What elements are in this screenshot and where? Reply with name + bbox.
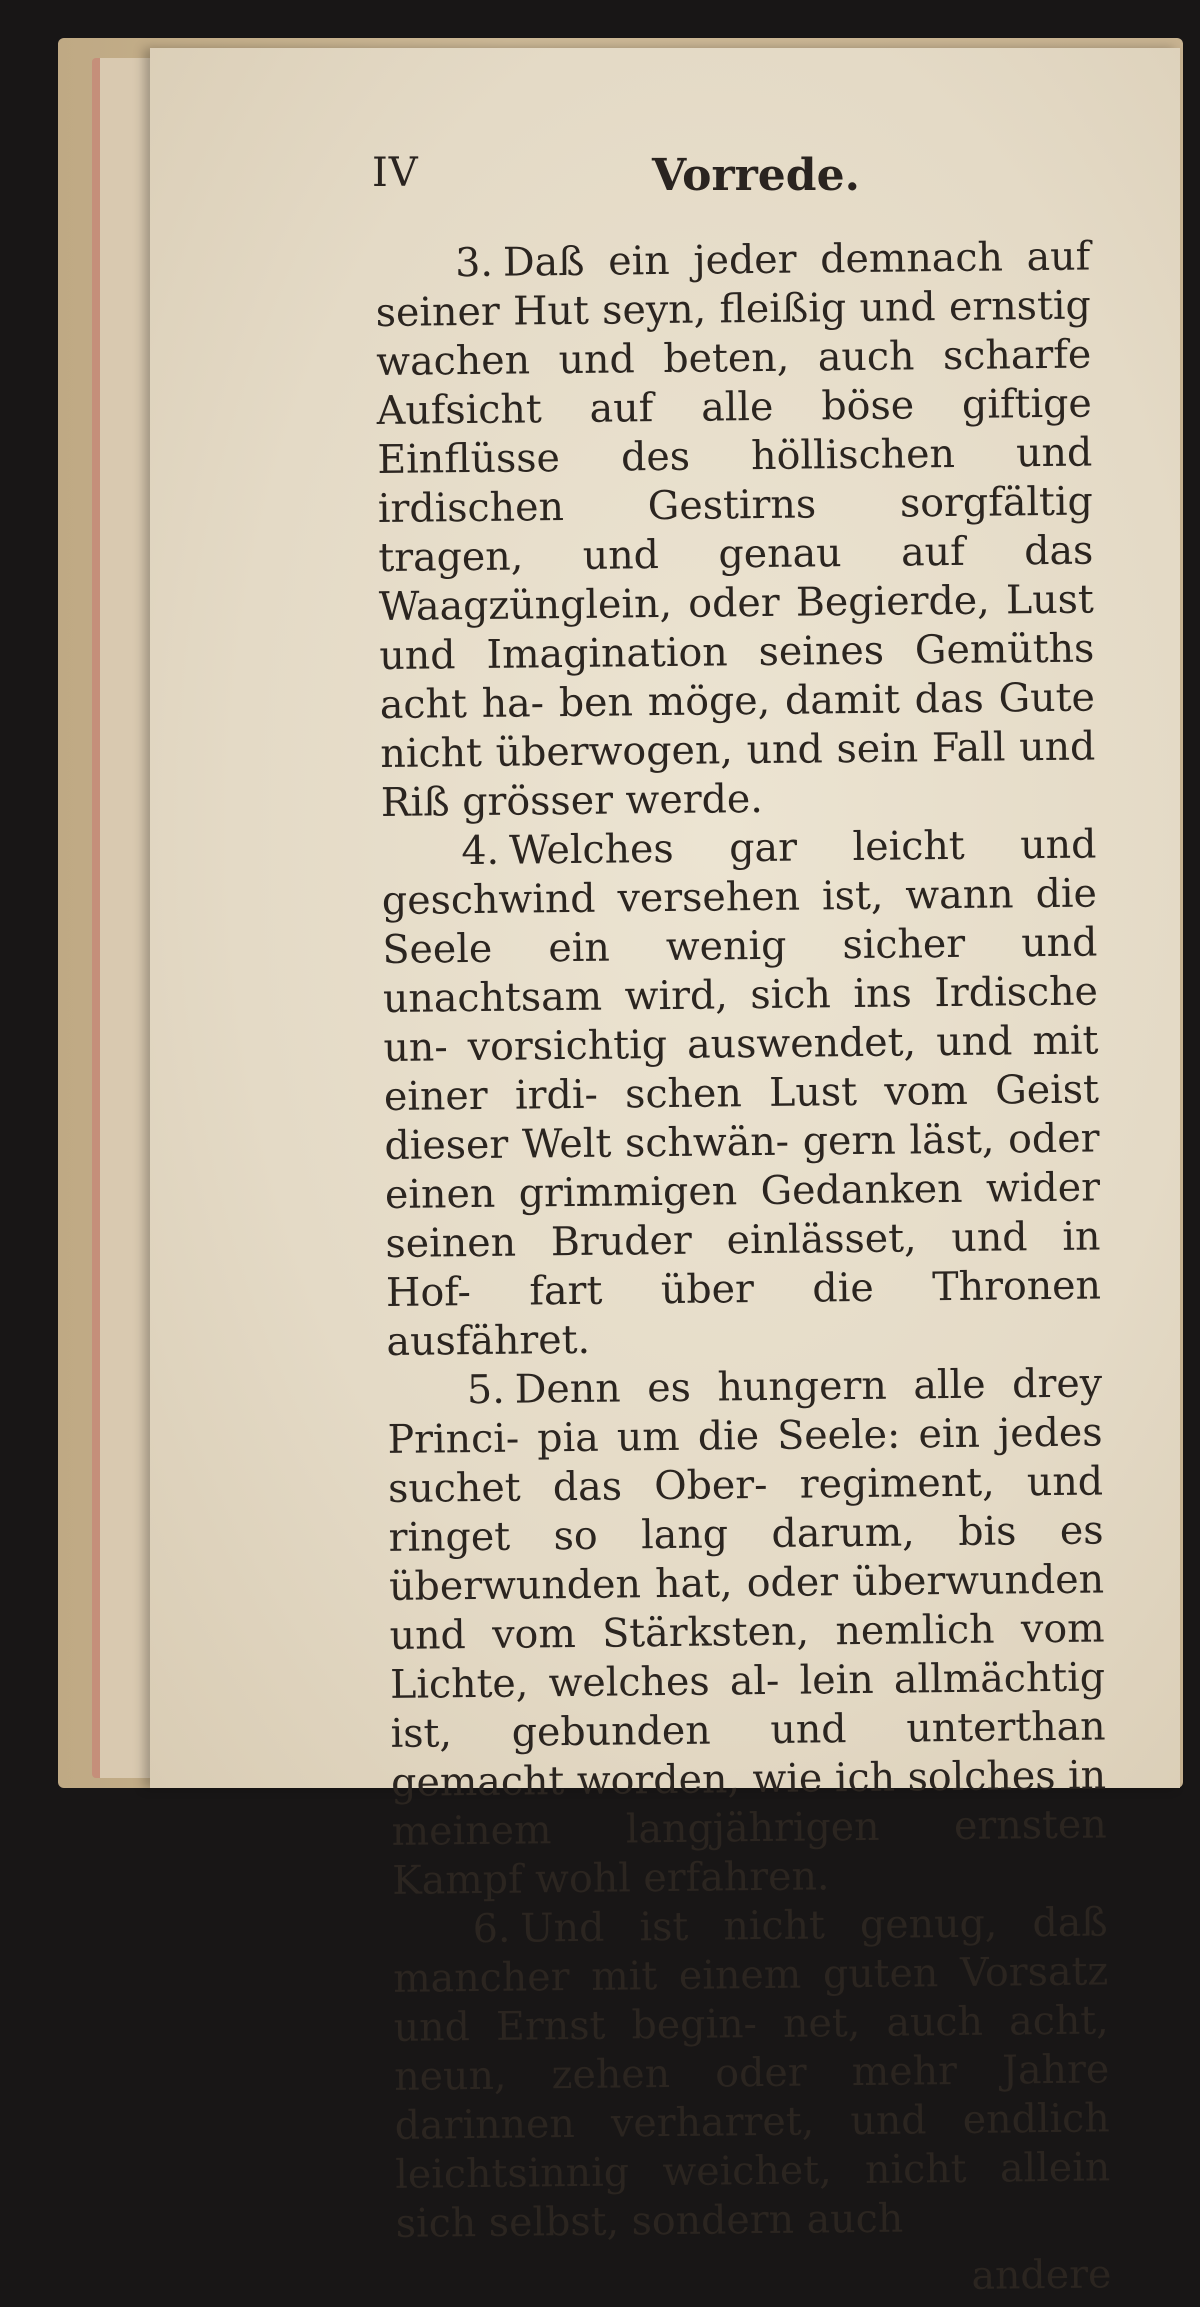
paragraph-number: 4.	[461, 827, 500, 875]
paragraph-6	[392, 1898, 1111, 2248]
paragraph-number: 5.	[466, 1366, 505, 1414]
catchword: andere	[971, 2251, 1112, 2299]
page-number: IV	[372, 150, 419, 196]
body-text	[375, 233, 1112, 2299]
paragraph-3	[375, 233, 1096, 828]
paragraph-text: Daß ein jeder demnach auf seiner Hut seyn, fleißig und ernstig wachen und beten, auch scharfe Aufsicht auf alle böse giftige Einflüsse des höllischen und irdischen Gestirns sorgfältig tragen, und genau auf das Waagzünglein, oder Begierde, Lust und Imagination seines Gemüths acht ha- ben möge, damit das Gute nicht überwogen, und sein Fall und Riß grösser werde.	[375, 233, 1096, 826]
paragraph-text: Denn es hungern alle drey Princi- pia um die Seele: ein jedes suchet das Ober- regiment, und ringet so lang darum, bis es überwunden hat, oder überwunden und vom Stärksten, nemlich vom Lichte, welches al- lein allmächtig ist, gebunden und unterthan gemacht worden, wie ich solches in meinem langjährigen ernsten Kampf wohl erfahren.	[387, 1360, 1107, 1904]
paragraph-number: 3.	[455, 239, 494, 287]
paragraph-text: Und ist nicht genug, daß mancher mit einem guten Vorsatz und Ernst begin- net, auch acht, neun, zehen oder mehr Jahre darinnen verharret, und endlich leichtsinnig weichet, nicht allein sich selbst, sondern auch	[392, 1899, 1111, 2247]
paragraph-number: 6.	[472, 1905, 511, 1953]
paragraph-text: Welches gar leicht und geschwind versehen ist, wann die Seele ein wenig sicher und unachtsam wird, sich ins Irdische un- vorsichtig auswendet, und mit einer irdi- schen Lust vom Geist dieser Welt schwän- gern läst, oder einen grimmigen Gedanken wider seinen Bruder einlässet, und in Hof- fart über die Thronen ausfähret.	[381, 821, 1102, 1365]
running-head: Vorrede.	[652, 150, 860, 201]
paragraph-5	[387, 1359, 1108, 1905]
paragraph-4	[381, 820, 1102, 1366]
page-header	[372, 150, 1092, 210]
